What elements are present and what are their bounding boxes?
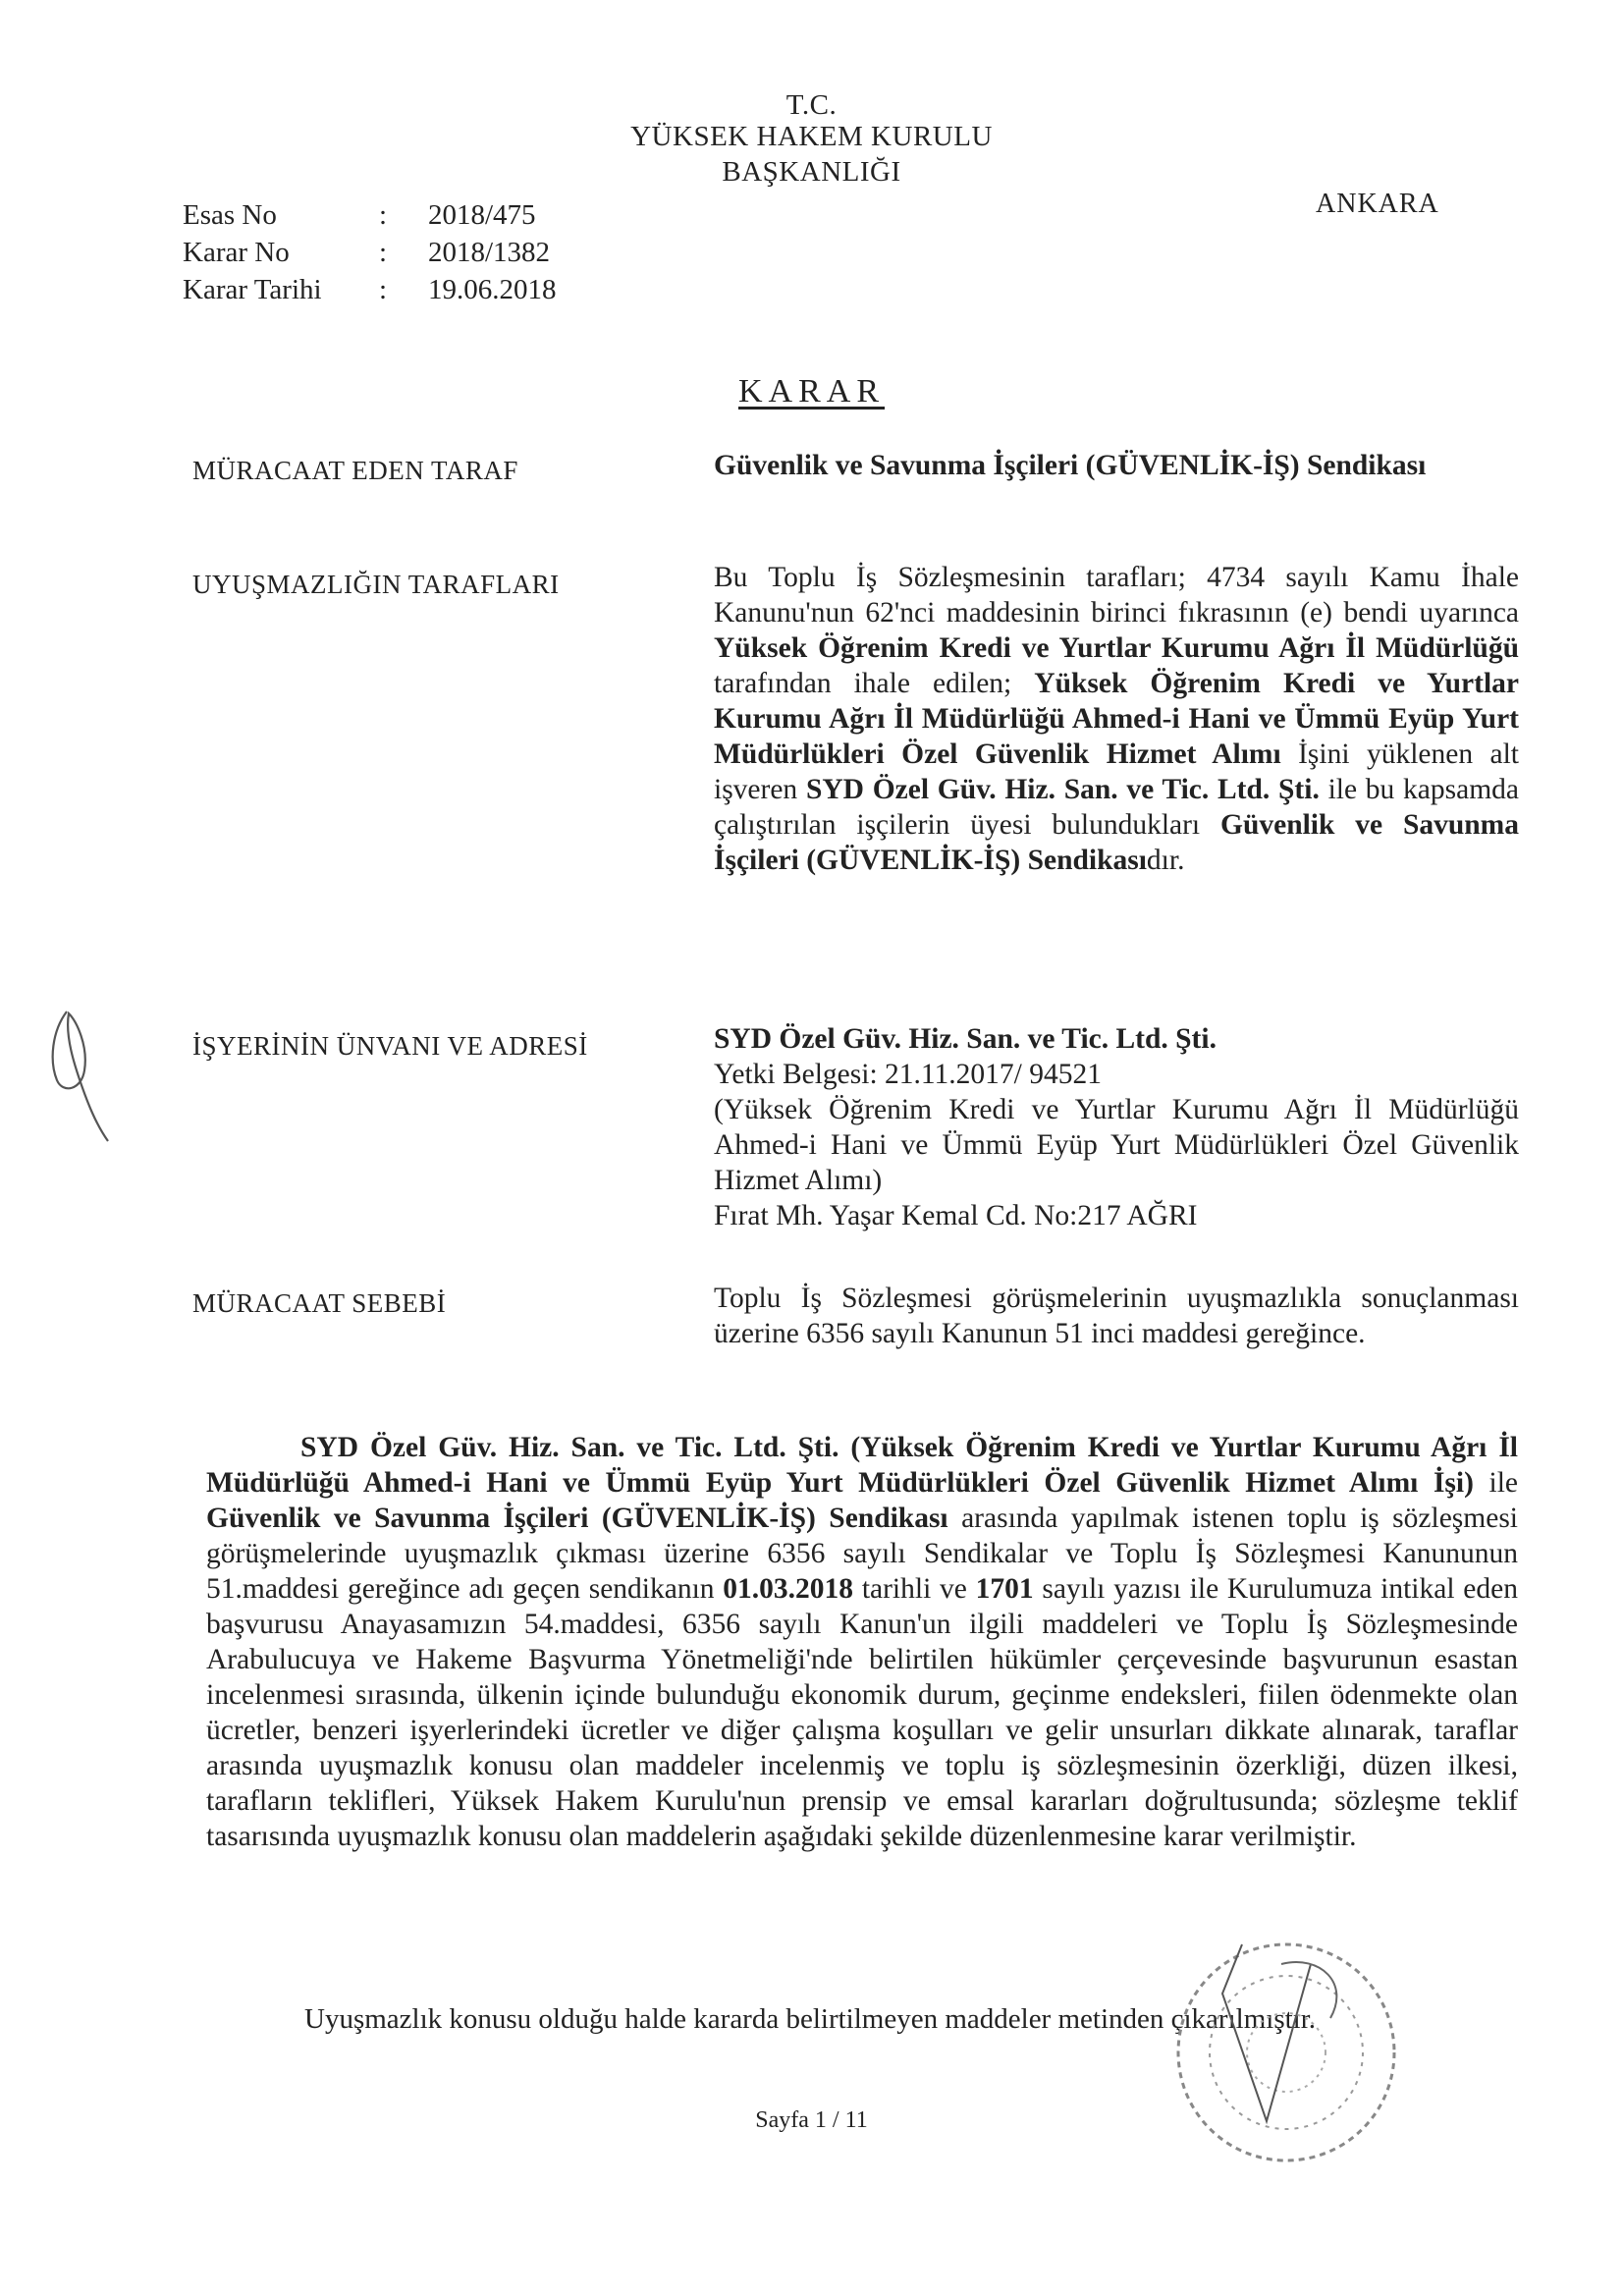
karar-row [183, 234, 557, 271]
esas-colon: : [379, 199, 388, 231]
body-t3: tarihli ve [853, 1573, 976, 1605]
header-institution: YÜKSEK HAKEM KURULU [630, 121, 993, 152]
karar-label: Karar No [183, 237, 290, 268]
body-t4: sayılı yazısı ile Kurulumuza intikal eden başvurusu Anayasamızın 54.maddesi, 6356 sayılı Kanun'un ilgili maddeleri ve Toplu İş Sözleşmesinde Arabulucuya ve Hakeme Başvurma Yönetmeliği'nde belirtilen hükümler çerçevesinde başvurunun esastan incelenmesi sırasında, ülkenin içinde bulunduğu ekonomik durum, geçinme endeksleri, fiilen ödenmekte olan ücretler, benzeri işyerlerindeki ücretler ve diğer çalışma koşulları ve gelir unsurları dikkate alınarak, taraflar arasında uyuşmazlık konusu olan maddeler incelenmiş ve toplu iş sözleşmesinin özerkliği, düzen ilkesi, tarafların teklifleri, Yüksek Hakem Kurulu'nun prensip ve emsal kararları doğrultusunda; sözleşme teklif tasarısında uyuşmazlık konusu olan maddelerin aşağıdaki şekilde düzenlenmesine karar verilmiştir. [206, 1573, 1518, 1852]
parties-label: UYUŞMAZLIĞIN TARAFLARI [192, 570, 560, 599]
karar-value: 2018/1382 [428, 237, 551, 268]
esas-label: Esas No [183, 199, 277, 231]
handwritten-initial-icon [27, 992, 116, 1149]
parties-t2: tarafından ihale edilen; [714, 668, 1035, 699]
closing-note: Uyuşmazlık konusu olduğu halde kararda belirtilmeyen maddeler metinden çıkarılmıştır. [304, 2003, 1317, 2035]
workplace-name: SYD Özel Güv. Hiz. San. ve Tic. Ltd. Şti. [714, 1023, 1217, 1055]
document-title: KARAR [737, 373, 886, 410]
page-number: Sayfa 1 / 11 [755, 2107, 868, 2133]
tarih-value: 19.06.2018 [428, 274, 557, 305]
city-label: ANKARA [1316, 189, 1439, 219]
esas-value: 2018/475 [428, 199, 536, 231]
body-t1: ile [1473, 1467, 1518, 1499]
body-b4: 1701 [975, 1573, 1034, 1605]
body-b2: Güvenlik ve Savunma İşçileri (GÜVENLİK-İŞ) Sendikası [206, 1503, 948, 1534]
tarih-label: Karar Tarihi [183, 274, 322, 305]
decision-paragraph [206, 1430, 1518, 1854]
header-tc: T.C. [785, 89, 838, 121]
parties-t5: dır. [1146, 845, 1185, 876]
parties-t3: İşini yüklenen alt işveren [714, 738, 1519, 805]
karar-colon: : [379, 237, 388, 268]
parties-b2: Yüksek Öğrenim Kredi ve Yurtlar Kurumu Ağrı İl Müdürlüğü Ahmed-i Hani ve Ümmü Eyüp Yurt Müdürlükleri Özel Güvenlik Hizmet Alımı [714, 668, 1519, 770]
parties-text [714, 560, 1519, 878]
case-meta [183, 196, 557, 308]
workplace-name-line [714, 1021, 1519, 1057]
workplace-license: Yetki Belgesi: 21.11.2017/ 94521 [714, 1059, 1102, 1090]
esas-row [183, 196, 557, 234]
applicant-name: Güvenlik ve Savunma İşçileri (GÜVENLİK-İŞ) Sendikası [714, 450, 1427, 481]
applicant-label: MÜRACAAT EDEN TARAF [192, 456, 518, 485]
official-seal-icon [1163, 1925, 1409, 2180]
parties-t1: Bu Toplu İş Sözleşmesinin tarafları; 4734 sayılı Kamu İhale Kanunu'nun 62'nci maddesinin birinci fıkrasının (e) bendi uyarınca [714, 562, 1519, 629]
body-b1: SYD Özel Güv. Hiz. San. ve Tic. Ltd. Şti. (Yüksek Öğrenim Kredi ve Yurtlar Kurumu Ağrı İl Müdürlüğü Ahmed-i Hani ve Ümmü Eyüp Yurt Müdürlükleri Özel Güvenlik Hizmet Alımı İşi) [206, 1432, 1518, 1499]
reason-value: Toplu İş Sözleşmesi görüşmelerinin uyuşmazlıkla sonuçlanması üzerine 6356 sayılı Kanunun 51 inci maddesi gereğince. [714, 1283, 1519, 1349]
parties-t4: ile bu kapsamda çalıştırılan işçilerin üyesi bulundukları [714, 774, 1519, 841]
parties-b3: SYD Özel Güv. Hiz. San. ve Tic. Ltd. Şti. [805, 774, 1320, 805]
body-b3: 01.03.2018 [723, 1573, 854, 1605]
header-department: BAŞKANLIĞI [722, 156, 901, 188]
parties-b4: Güvenlik ve Savunma İşçileri (GÜVENLİK-İŞ) Sendikası [714, 809, 1520, 876]
body-t2: arasında yapılmak istenen toplu iş sözleşmesi görüşmelerinde uyuşmazlık çıkması üzerine 6356 sayılı Sendikalar ve Toplu İş Sözleşmesi Kanununun 51.maddesi gereğince adı geçen sendikanın [206, 1503, 1518, 1605]
workplace-value [714, 1021, 1519, 1233]
workplace-address: Fırat Mh. Yaşar Kemal Cd. No:217 AĞRI [714, 1200, 1198, 1231]
workplace-description: (Yüksek Öğrenim Kredi ve Yurtlar Kurumu Ağrı İl Müdürlüğü Ahmed-i Hani ve Ümmü Eyüp Yurt Müdürlükleri Özel Güvenlik Hizmet Alımı) [714, 1094, 1519, 1196]
workplace-label: İŞYERİNİN ÜNVANI VE ADRESİ [192, 1031, 588, 1061]
tarih-row [183, 271, 557, 308]
reason-label: MÜRACAAT SEBEBİ [192, 1288, 447, 1318]
tarih-colon: : [379, 274, 388, 305]
applicant-value [714, 448, 1519, 483]
parties-b1: Yüksek Öğrenim Kredi ve Yurtlar Kurumu Ağrı İl Müdürlüğü [714, 632, 1519, 664]
